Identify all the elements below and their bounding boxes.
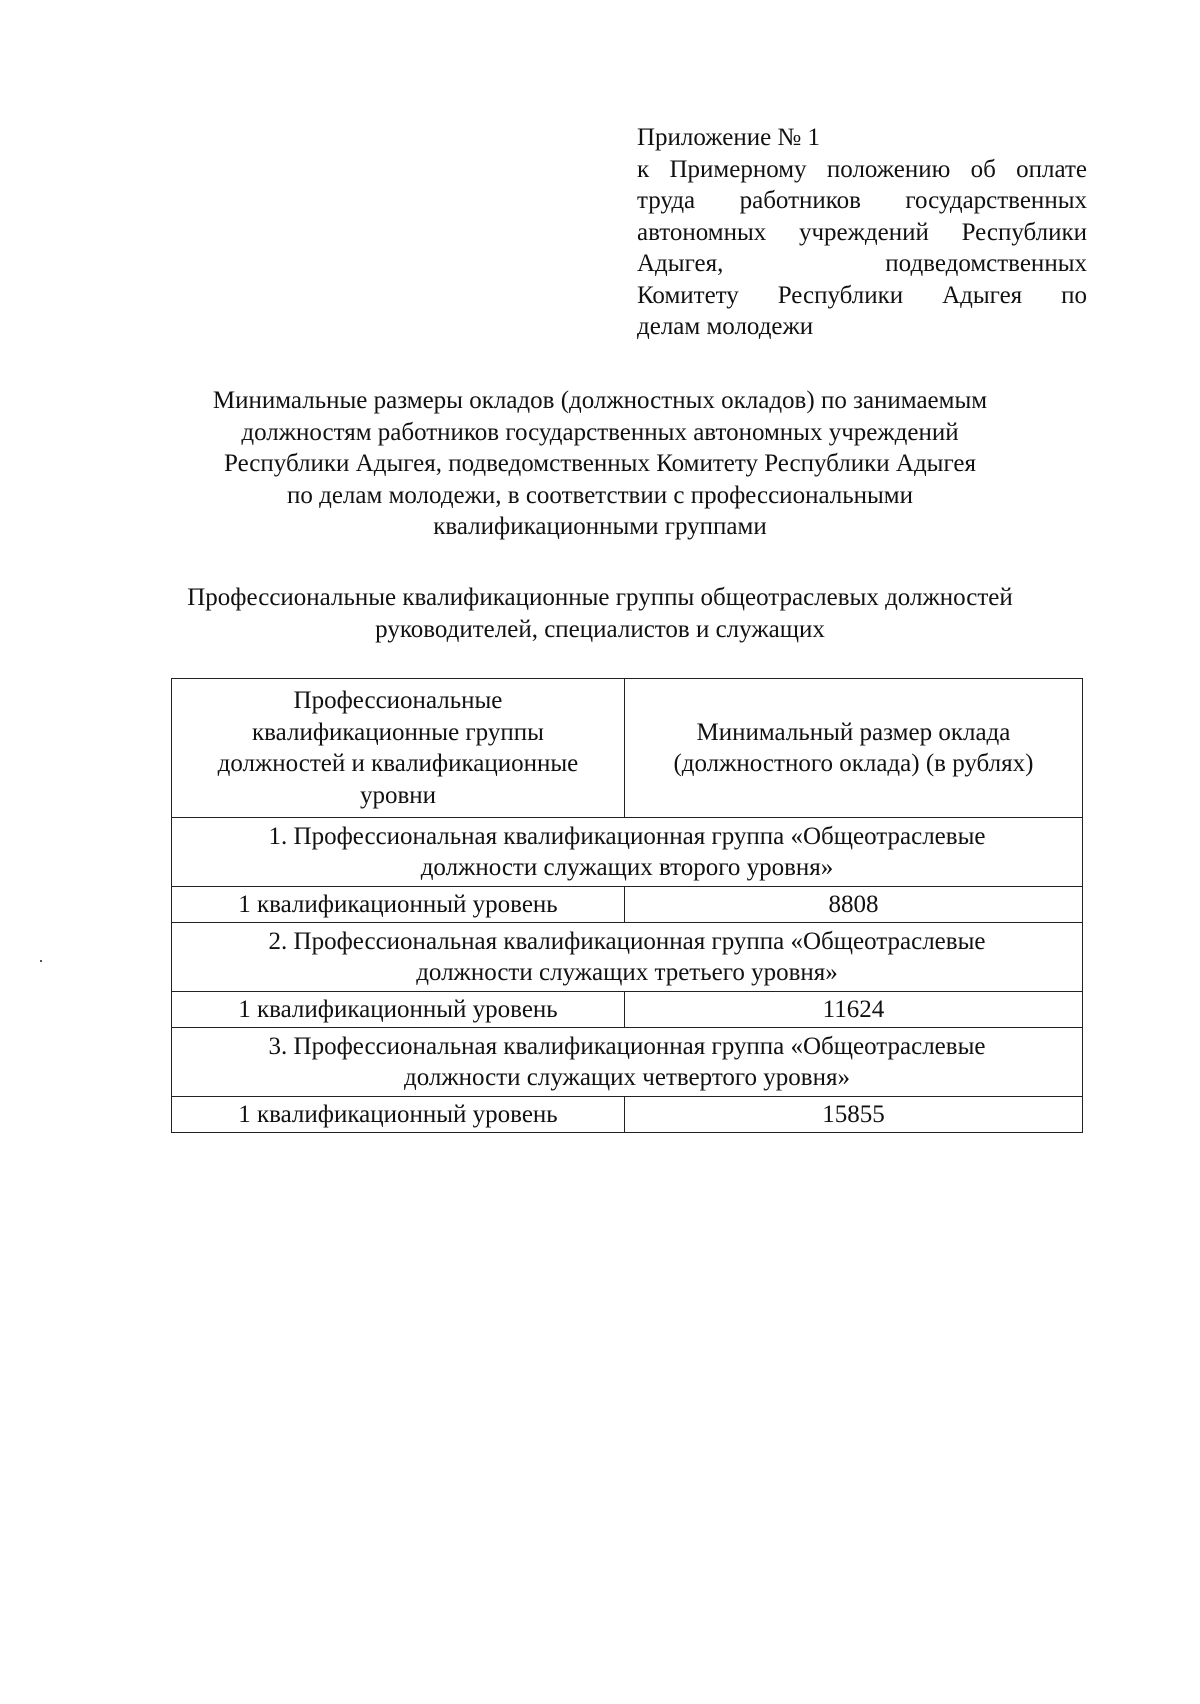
annex-line: Комитету Республики Адыгея по bbox=[637, 281, 1087, 309]
table-header-row bbox=[172, 679, 1083, 818]
annex-line: делам молодежи bbox=[637, 313, 814, 340]
level-row bbox=[172, 887, 1083, 923]
group-row bbox=[172, 818, 1083, 887]
group-title-cell bbox=[172, 923, 1083, 992]
header-line: (должностного оклада) (в рублях) bbox=[673, 750, 1034, 777]
subtitle-line: Профессиональные квалификационные группы общеотраслевых должностей bbox=[187, 584, 1013, 611]
group-title-line: 1. Профессиональная квалификационная группа «Общеотраслевые bbox=[268, 822, 986, 850]
document-title bbox=[100, 385, 1100, 543]
salary-table bbox=[171, 678, 1083, 1133]
section-title bbox=[100, 582, 1100, 645]
annex-line: Адыгея, подведомственных bbox=[637, 250, 1087, 277]
title-line: по делам молодежи, в соответствии с профессиональными bbox=[286, 481, 914, 509]
annex-line: к Примерному положению об оплате bbox=[637, 155, 1087, 183]
group-title-line: 2. Профессиональная квалификационная группа «Общеотраслевые bbox=[268, 927, 986, 955]
level-name-cell: 1 квалификационный уровень bbox=[172, 1097, 625, 1133]
title-line: Республики Адыгея, подведомственных Комитету Республики Адыгея bbox=[224, 450, 976, 477]
annex-block bbox=[637, 122, 1087, 343]
header-line: должностей и квалификационные bbox=[217, 750, 579, 777]
group-title-line: должности служащих четвертого уровня» bbox=[404, 1064, 850, 1091]
group-title-cell bbox=[172, 818, 1083, 887]
group-title-line: должности служащих третьего уровня» bbox=[416, 959, 838, 986]
group-row bbox=[172, 923, 1083, 992]
title-line: квалификационными группами bbox=[433, 513, 767, 540]
level-name-cell: 1 квалификационный уровень bbox=[172, 887, 625, 923]
level-row bbox=[172, 992, 1083, 1028]
salary-value-cell: 15855 bbox=[624, 1097, 1082, 1133]
header-line: квалификационные группы bbox=[252, 718, 544, 746]
title-line: Минимальные размеры окладов (должностных окладов) по занимаемым bbox=[212, 387, 988, 414]
salary-value-cell: 8808 bbox=[624, 887, 1082, 923]
salary-value-cell: 11624 bbox=[624, 992, 1082, 1028]
group-title-line: 3. Профессиональная квалификационная группа «Общеотраслевые bbox=[268, 1032, 986, 1060]
header-line: Минимальный размер оклада bbox=[696, 718, 1011, 746]
annex-title: Приложение № 1 bbox=[637, 124, 821, 151]
header-cell-salary bbox=[624, 679, 1082, 818]
group-row bbox=[172, 1028, 1083, 1097]
annex-line: труда работников государственных bbox=[637, 187, 1087, 214]
group-title-line: должности служащих второго уровня» bbox=[420, 854, 834, 881]
level-row bbox=[172, 1097, 1083, 1133]
scan-speck bbox=[40, 960, 42, 962]
header-line: уровни bbox=[359, 781, 436, 809]
title-line: должностям работников государственных автономных учреждений bbox=[241, 418, 959, 446]
header-cell-groups bbox=[172, 679, 625, 818]
header-line: Профессиональные bbox=[293, 687, 503, 714]
group-title-cell bbox=[172, 1028, 1083, 1097]
level-name-cell: 1 квалификационный уровень bbox=[172, 992, 625, 1028]
annex-line: автономных учреждений Республики bbox=[637, 218, 1087, 246]
subtitle-line: руководителей, специалистов и служащих bbox=[375, 615, 825, 643]
